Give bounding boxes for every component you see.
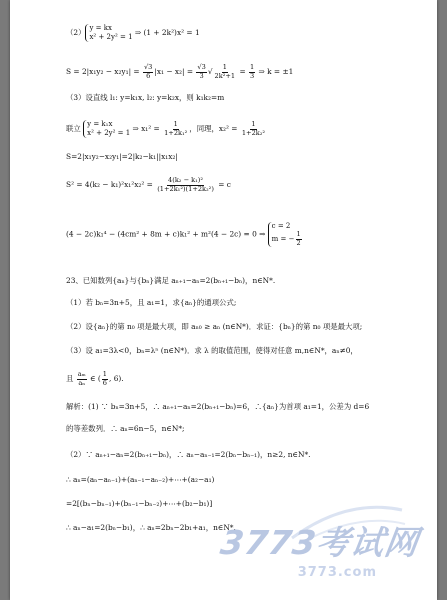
math-line: （2） y = kx x² + 2y² = 1 ⇒ (1 + 2k²)x² = 1 <box>66 24 200 41</box>
question-part-2: （2）设{aₙ}的第 n₀ 项是最大项，即 aₙ₀ ≥ aₙ (n∈N*)．求证：{bₙ}的第 n₀ 项是最大项; <box>66 322 363 331</box>
solution-system: c = 2 m = − $\frac{1}{2}$ <box>268 222 303 247</box>
watermark-logo: 3773考试网 <box>218 523 422 562</box>
math-line: S = 2|x₁y₂ − x₂y₁| = $\frac{√3}{6}$ |x₁ − x₂| = $\frac{√3}{3}$ √ $\frac{1}{\text{2k²+1}}$ = $\frac{1}{3}$ ⇒ k = ±1 <box>66 63 294 80</box>
question-part-1: （1）若 bₙ=3n+5，且 a₁=1，求{aₙ}的通项公式; <box>66 298 237 307</box>
solution-line: （2）∵ aₙ₊₁−aₙ=2(bₙ₊₁−bₙ)，∴ aₙ−aₙ₋₁=2(bₙ−bₙ₋₁)，n≥2, n∈N*. <box>66 450 311 459</box>
solution-line: =2[(bₙ−bₙ₋₁)+(bₙ₋₁−bₙ₋₂)+⋯+(b₂−b₁)] <box>66 499 213 508</box>
question-23-stem: 23、已知数列{aₙ}与{bₙ}满足 aₙ₊₁−aₙ=2(bₙ₊₁−bₙ)，n∈N*. <box>66 276 276 285</box>
watermark-url: 3773.com <box>297 565 377 580</box>
solution-line: 解析：(1) ∵ bₙ=3n+5，∴ aₙ₊₁−aₙ=2(bₙ₊₁−bₙ)=6，∴{aₙ}为首项 a₁=1，公差为 d=6 <box>66 402 370 411</box>
question-part-3-cont: 且 $\frac{\text{aₘ}}{\text{aₙ}}$ ∈ ( $\frac{1}{6}$ , 6). <box>66 370 124 387</box>
solution-line: ∴ aₙ−a₁=2(bₙ−b₁)，∴ aₙ=2bₙ−2b₁+a₁，n∈N*. <box>66 523 236 532</box>
math-line: 联立 y = k₁x x² + 2y² = 1 ⇒ x₁² = $\frac{1}{\text{1+2k₁²}}$ ，同理，x₂² = $\frac{1}{\text{1+2k₂²}}$ <box>66 120 266 137</box>
solution-line: 的等差数列．∴ aₙ=6n−5，n∈N*; <box>66 424 185 433</box>
question-part-3: （3）设 a₁=3λ<0，bₙ=λⁿ (n∈N*)．求 λ 的取值范围，使得对任意 m,n∈N*，aₙ≠0， <box>66 346 358 355</box>
math-line: S=2|x₁y₂−x₂y₁|=2|k₂−k₁||x₁x₂| <box>66 152 178 161</box>
equation-system: y = kx x² + 2y² = 1 <box>85 24 132 42</box>
math-line: S² = 4(k₂ − k₁)²x₁²x₂² = $\frac{\text{4(k₂ − k₁)²}}{\text{(1+2k₁²)(1+2k₂²)}}$ = c <box>66 176 231 193</box>
document-page <box>10 0 437 600</box>
math-line: (4 − 2c)k₁⁴ − (4cm² + 8m + c)k₁² + m²(4 − 2c) = 0 ⇒ c = 2 m = − $\frac{1}{2}$ <box>66 222 301 247</box>
math-line: （3）设直线 l₁: y=k₁x, l₂: y=k₂x，则 k₁k₂=m <box>66 93 225 102</box>
equation-system: y = k₁x x² + 2y² = 1 <box>83 120 130 138</box>
solution-line: ∴ aₙ=(aₙ−aₙ₋₁)+(aₙ₋₁−aₙ₋₂)+⋯+(a₂−a₁) <box>66 475 215 484</box>
